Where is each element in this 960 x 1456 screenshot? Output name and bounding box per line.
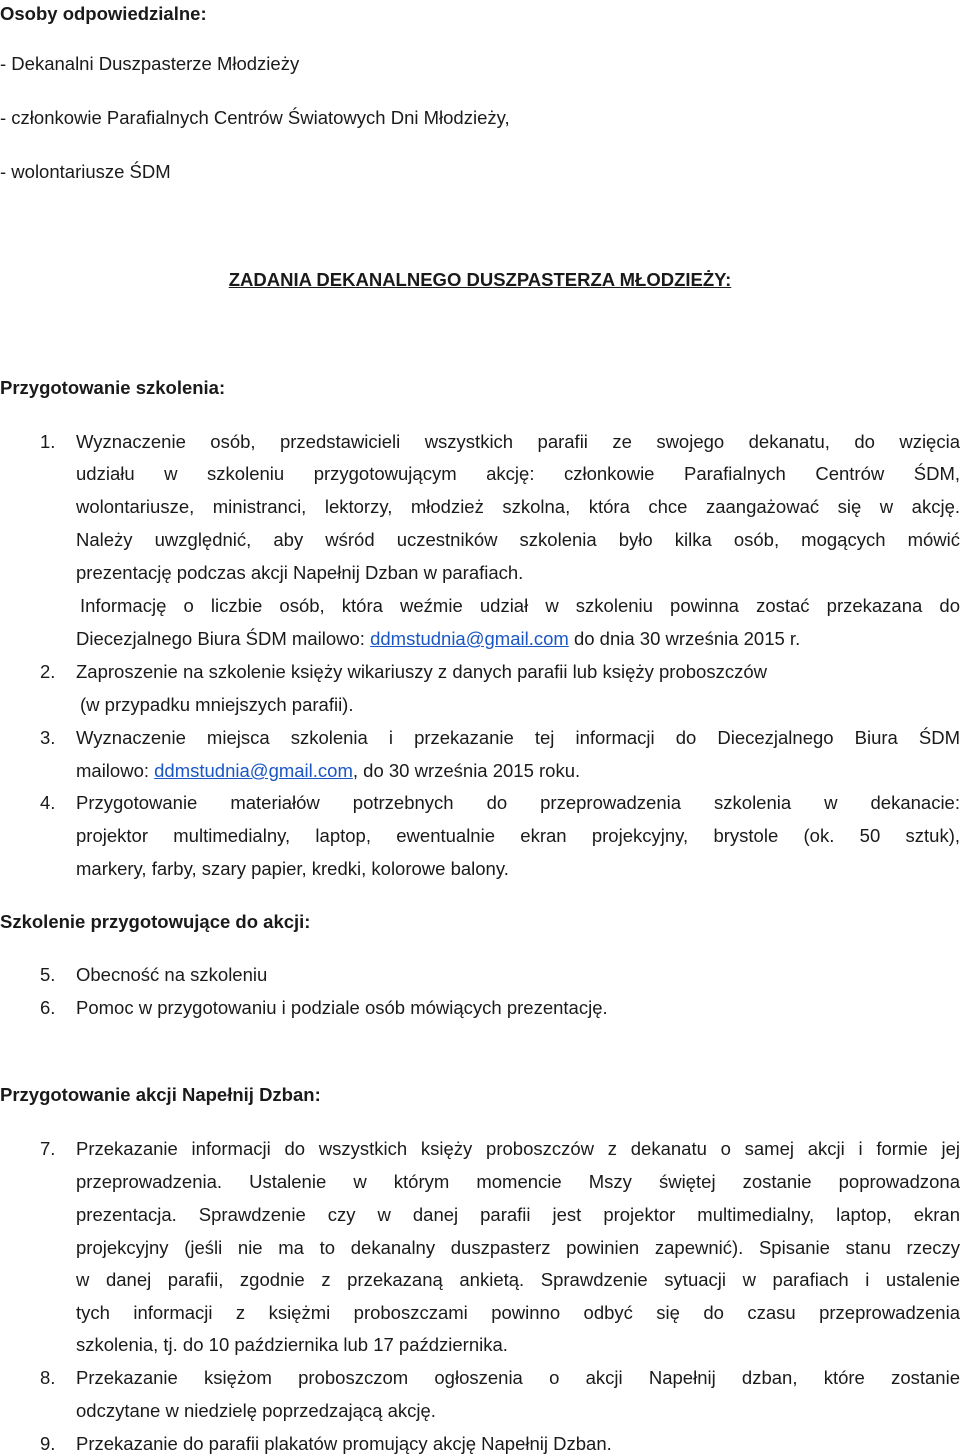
- section-heading-prep: Przygotowanie szkolenia:: [0, 377, 226, 398]
- item-number: 6.: [40, 997, 56, 1018]
- item-number: 1.: [40, 431, 56, 452]
- item3-line: Wyznaczenie miejsca szkolenia i przekazanie tej informacji do Diecezjalnego Biura ŚDM: [76, 727, 960, 748]
- item-number: 8.: [40, 1367, 56, 1388]
- item1-line: Należy uwzględnić, aby wśród uczestników szkolenia było kilka osób, mogących mówić: [76, 529, 960, 550]
- item1-line: udziału w szkoleniu przygotowującym akcję: członkowie Parafialnych Centrów ŚDM,: [76, 463, 960, 484]
- email-link[interactable]: ddmstudnia@gmail.com: [370, 628, 569, 649]
- item1-line: prezentację podczas akcji Napełnij Dzban w parafiach.: [76, 562, 524, 583]
- item7-line: tych informacji z księżmi proboszczami powinno odbyć się do czasu przeprowadzenia: [76, 1302, 960, 1323]
- item8-line: Przekazanie księżom proboszczom ogłoszenia o akcji Napełnij dzban, które zostanie: [76, 1367, 960, 1388]
- section-heading-training: Szkolenie przygotowujące do akcji:: [0, 911, 311, 932]
- item4-line: Przygotowanie materiałów potrzebnych do przeprowadzenia szkolenia w dekanacie:: [76, 792, 960, 813]
- item4-line: projektor multimedialny, laptop, ewentualnie ekran projekcyjny, brystole (ok. 50 sztuk),: [76, 825, 960, 846]
- item3-line-email: [76, 759, 960, 783]
- responsible-heading: Osoby odpowiedzialne:: [0, 3, 207, 24]
- email-link[interactable]: ddmstudnia@gmail.com: [154, 760, 353, 781]
- item-number: 5.: [40, 964, 56, 985]
- section-heading-action: Przygotowanie akcji Napełnij Dzban:: [0, 1084, 321, 1105]
- responsible-item: - wolontariusze ŚDM: [0, 161, 171, 182]
- item3-text: mailowo:: [76, 760, 155, 781]
- item-number: 7.: [40, 1138, 56, 1159]
- item1-line: Wyznaczenie osób, przedstawicieli wszystkich parafii ze swojego dekanatu, do wzięcia: [76, 431, 960, 452]
- item2-line: (w przypadku mniejszych parafii).: [80, 694, 354, 715]
- item7-line: Przekazanie informacji do wszystkich księży proboszczów z dekanatu o samej akcji i formie jej: [76, 1138, 960, 1159]
- item8-line: odczytane w niedzielę poprzedzającą akcję.: [76, 1400, 436, 1421]
- item1-text: Diecezjalnego Biura ŚDM mailowo:: [76, 628, 371, 649]
- responsible-item: - członkowie Parafialnych Centrów Światowych Dni Młodzieży,: [0, 107, 510, 128]
- item9-text: Przekazanie do parafii plakatów promujący akcję Napełnij Dzban.: [76, 1433, 612, 1454]
- item7-line: projekcyjny (jeśli nie ma to dekanalny duszpasterz powinien zapewnić). Spisanie stanu rzeczy: [76, 1237, 960, 1258]
- page-title: ZADANIA DEKANALNEGO DUSZPASTERZA MŁODZIEŻY:: [228, 269, 732, 290]
- item1-line: Informację o liczbie osób, która weźmie udział w szkoleniu powinna zostać przekazana do: [80, 595, 960, 616]
- item1-text: do dnia 30 września 2015 r.: [568, 628, 801, 649]
- item2-line: Zaproszenie na szkolenie księży wikariuszy z danych parafii lub księży proboszczów: [76, 661, 767, 682]
- item4-line: markery, farby, szary papier, kredki, kolorowe balony.: [76, 858, 509, 879]
- item-number: 4.: [40, 792, 56, 813]
- item3-text: , do 30 września 2015 roku.: [352, 760, 581, 781]
- item7-line: przeprowadzenia. Ustalenie w którym momencie Mszy świętej zostanie poprowadzona: [76, 1171, 960, 1192]
- item-number: 9.: [40, 1433, 56, 1454]
- item7-line: prezentacja. Sprawdzenie czy w danej parafii jest projektor multimedialny, laptop, ekran: [76, 1204, 960, 1225]
- item1-line: wolontariusze, ministranci, lektorzy, młodzież szkolna, która chce zaangażować się w akcję.: [76, 496, 960, 517]
- responsible-item: - Dekanalni Duszpasterze Młodzieży: [0, 53, 300, 74]
- item7-line: szkolenia, tj. do 10 października lub 17 października.: [76, 1334, 508, 1355]
- item6-text: Pomoc w przygotowaniu i podziale osób mówiących prezentację.: [76, 997, 608, 1018]
- item7-line: w danej parafii, zgodnie z przekazaną ankietą. Sprawdzenie sytuacji w parafiach i ustalenie: [76, 1269, 960, 1290]
- item-number: 2.: [40, 661, 56, 682]
- item-number: 3.: [40, 727, 56, 748]
- item1-line-email: [76, 627, 960, 651]
- item5-text: Obecność na szkoleniu: [76, 964, 268, 985]
